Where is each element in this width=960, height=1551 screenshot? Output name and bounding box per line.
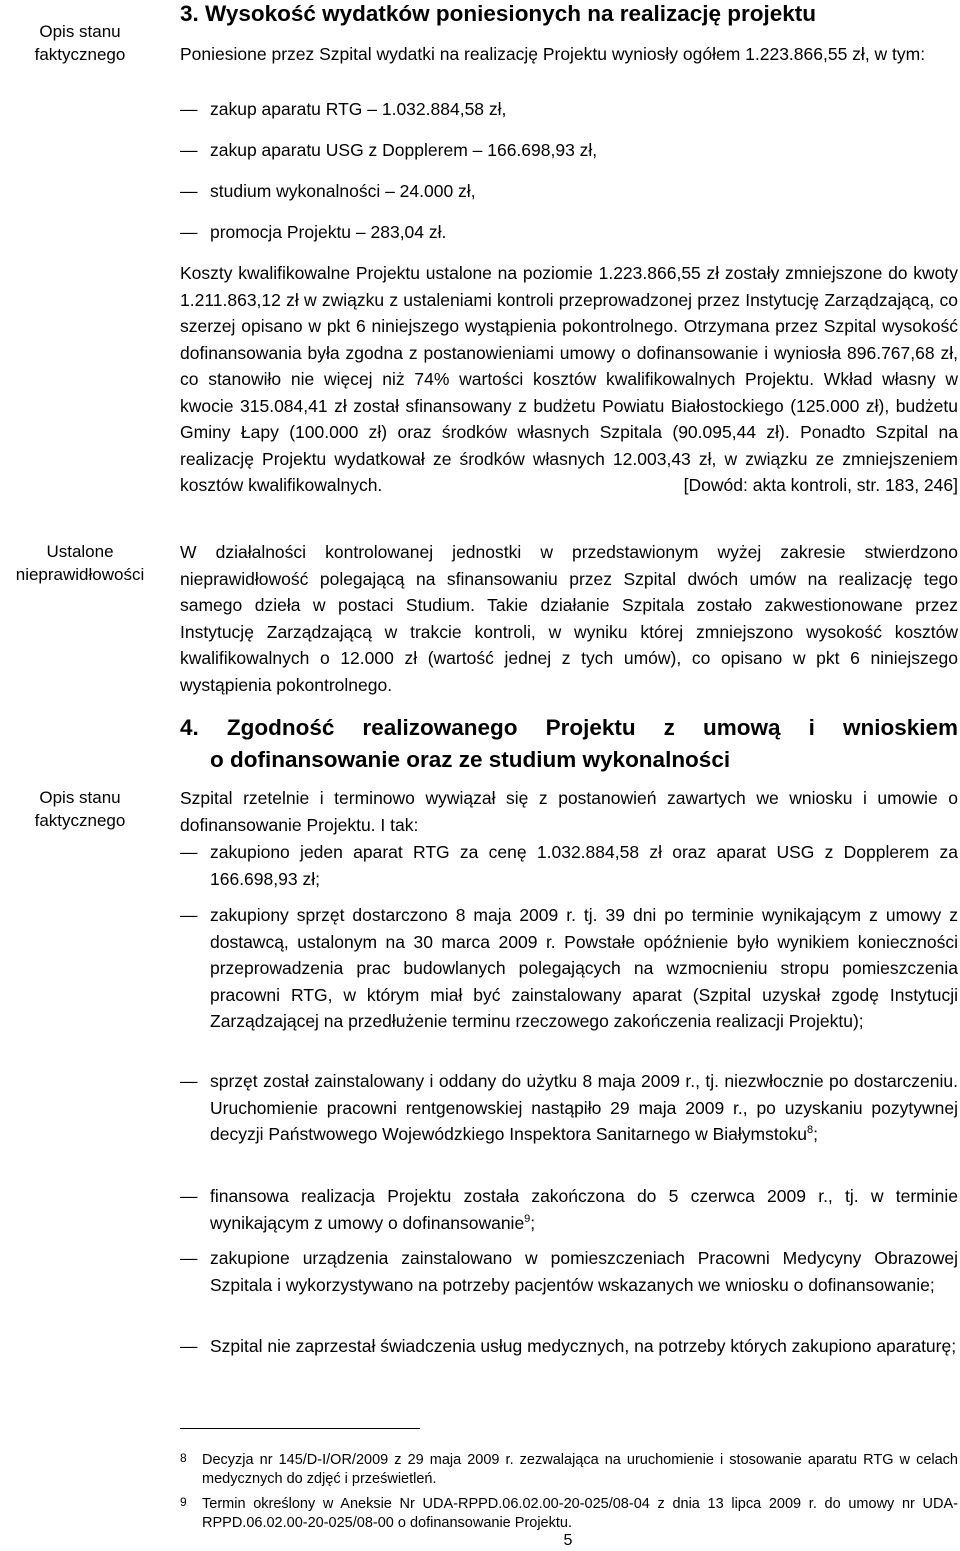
dash-bullet: — — [180, 1071, 198, 1091]
item-end: ; — [813, 1124, 818, 1144]
margin-label-irregularities: Ustalone nieprawidłowości — [15, 542, 145, 584]
section-3-heading: 3. Wysokość wydatków poniesionych na realizację projektu — [180, 1, 817, 26]
margin-label-facts-2: Opis stanu faktycznego — [34, 788, 126, 830]
compliance-item-text: zakupiono jeden aparat RTG za cenę 1.032.884,58 zł oraz aparat USG z Dopplerem za 166.698,93 zł; — [210, 842, 958, 889]
footnote-ref[interactable]: 9 — [524, 1212, 531, 1225]
dash-bullet: — — [180, 181, 198, 201]
footnote-text: Decyzja nr 145/D-I/OR/2009 z 29 maja 2009 r. zezwalająca na uruchomienie i stosowanie aparatu RTG w celach medycznych do zdjęć i prześwietleń. — [202, 1452, 958, 1487]
section-3-intro: Poniesione przez Szpital wydatki na realizację Projektu wyniosły ogółem 1.223.866,55 zł, w tym: — [180, 44, 926, 64]
compliance-item-text: zakupiony sprzęt dostarczono 8 maja 2009 r. tj. 39 dni po terminie wynikającym z umowy z dostawcą, ustalonym na 30 marca 2009 r. Powstałe opóźnienie było wynikiem konieczności przeprowadzenia prac budowlanych polegających na wzmocnieniu stropu pomieszczenia pracowni RTG, w którym miał być zainstalowany aparat (Szpital uzyskał zgodę Instytucji Zarządzającej na przedłużenie terminu rzeczowego zakończenia realizacji Projektu); — [210, 905, 958, 1031]
dash-bullet: — — [180, 99, 198, 119]
compliance-item-text — [210, 1068, 958, 1148]
section-3-paragraph-text: Koszty kwalifikowalne Projektu ustalone na poziomie 1.223.866,55 zł zostały zmniejszone do kwoty 1.211.863,12 zł w związku z ustaleniami kontroli przeprowadzonej przez Instytucję Zarządzającą, co szerzej opisano w pkt 6 niniejszego wystąpienia pokontrolnego. Otrzymana przez Szpital wysokość dofinansowania była zgodna z postanowieniami umowy o dofinansowanie i wyniosła 896.767,68 zł, co stanowiło nie więcej niż 74% wartości kosztów kwalifikowalnych Projektu. Wkład własny w kwocie 315.084,41 zł został sfinansowany z budżetu Powiatu Białostockiego (125.000 zł), budżetu Gminy Łapy (100.000 zł) oraz środków własnych Szpitala (90.095,44 zł). Ponadto Szpital na realizację Projektu wydatkował ze środków własnych 12.003,43 zł, w związku ze zmniejszeniem kosztów kwalifikowalnych. — [180, 263, 958, 495]
footnote-number: 8 — [180, 1451, 187, 1465]
item-end: ; — [530, 1212, 536, 1233]
compliance-item-text: zakupione urządzenia zainstalowano w pomieszczeniach Pracowni Medycyny Obrazowej Szpitala i wykorzystywano na potrzeby pacjentów wskazanych we wniosku o dofinansowanie; — [210, 1248, 958, 1295]
cost-item-text: zakup aparatu USG z Dopplerem – 166.698,93 zł, — [210, 140, 598, 160]
footnote-text: Termin określony w Aneksie Nr UDA-RPPD.06.02.00-20-025/08-04 z dnia 13 lipca 2009 r. do umowy nr UDA-RPPD.06.02.00-20-025/08-00 o dofinansowanie Projektu. — [202, 1496, 958, 1531]
dash-bullet: — — [180, 222, 198, 242]
footnote-ref[interactable]: 8 — [806, 1124, 814, 1137]
section-4-intro: Szpital rzetelnie i terminowo wywiązał się z postanowień zawartych we wniosku i umowie o dofinansowanie Projektu. I tak: — [180, 788, 958, 835]
section-3-paragraph — [180, 260, 958, 499]
page-number: 5 — [563, 1532, 573, 1549]
footnote-separator — [180, 1428, 420, 1429]
dash-bullet: — — [180, 1248, 198, 1268]
compliance-item-body: sprzęt został zainstalowany i oddany do użytku 8 maja 2009 r., tj. niezwłocznie po dostarczeniu. Uruchomienie pracowni rentgenowskiej nastąpiło 29 maja 2009 r., po uzyskaniu pozytywnej decyzji Państwowego Wojewódzkiego Inspektora Sanitarnego w Białymstoku — [210, 1071, 958, 1144]
dash-bullet: — — [180, 140, 198, 160]
footnote-number: 9 — [180, 1495, 187, 1509]
evidence-reference: [Dowód: akta kontroli, str. 183, 246] — [683, 475, 958, 495]
compliance-item-text: Szpital nie zaprzestał świadczenia usług medycznych, na potrzeby których zakupiono aparaturę; — [210, 1336, 957, 1356]
dash-bullet: — — [180, 1336, 198, 1356]
section-4-heading-line1: 4. Zgodność realizowanego Projektu z umową i wnioskiem — [180, 715, 958, 740]
dash-bullet: — — [180, 905, 198, 925]
cost-item-text: studium wykonalności – 24.000 zł, — [210, 181, 476, 201]
compliance-item-text — [210, 1183, 958, 1236]
dash-bullet: — — [180, 842, 198, 862]
cost-item-text: zakup aparatu RTG – 1.032.884,58 zł, — [210, 99, 507, 119]
section-4-heading-line2: o dofinansowanie oraz ze studium wykonalności — [210, 747, 731, 772]
compliance-item-body: finansowa realizacja Projektu została zakończona do 5 czerwca 2009 r., tj. w terminie wynikającym z umowy o dofinansowanie — [210, 1186, 958, 1233]
margin-label-facts: Opis stanu faktycznego — [34, 22, 126, 64]
irregularities-paragraph: W działalności kontrolowanej jednostki w przedstawionym wyżej zakresie stwierdzono nieprawidłowość polegającą na sfinansowaniu przez Szpital dwóch umów na realizację tego samego dzieła w postaci Studium. Takie działanie Szpitala zostało zakwestionowane przez Instytucję Zarządzającą w trakcie kontroli, w wyniku której zmniejszono wysokość kosztów kwalifikowalnych o 12.000 zł (wartość jednej z tych umów), co opisano w pkt 6 niniejszego wystąpienia pokontrolnego. — [180, 542, 958, 695]
dash-bullet: — — [180, 1186, 198, 1206]
cost-item-text: promocja Projektu – 283,04 zł. — [210, 222, 447, 242]
